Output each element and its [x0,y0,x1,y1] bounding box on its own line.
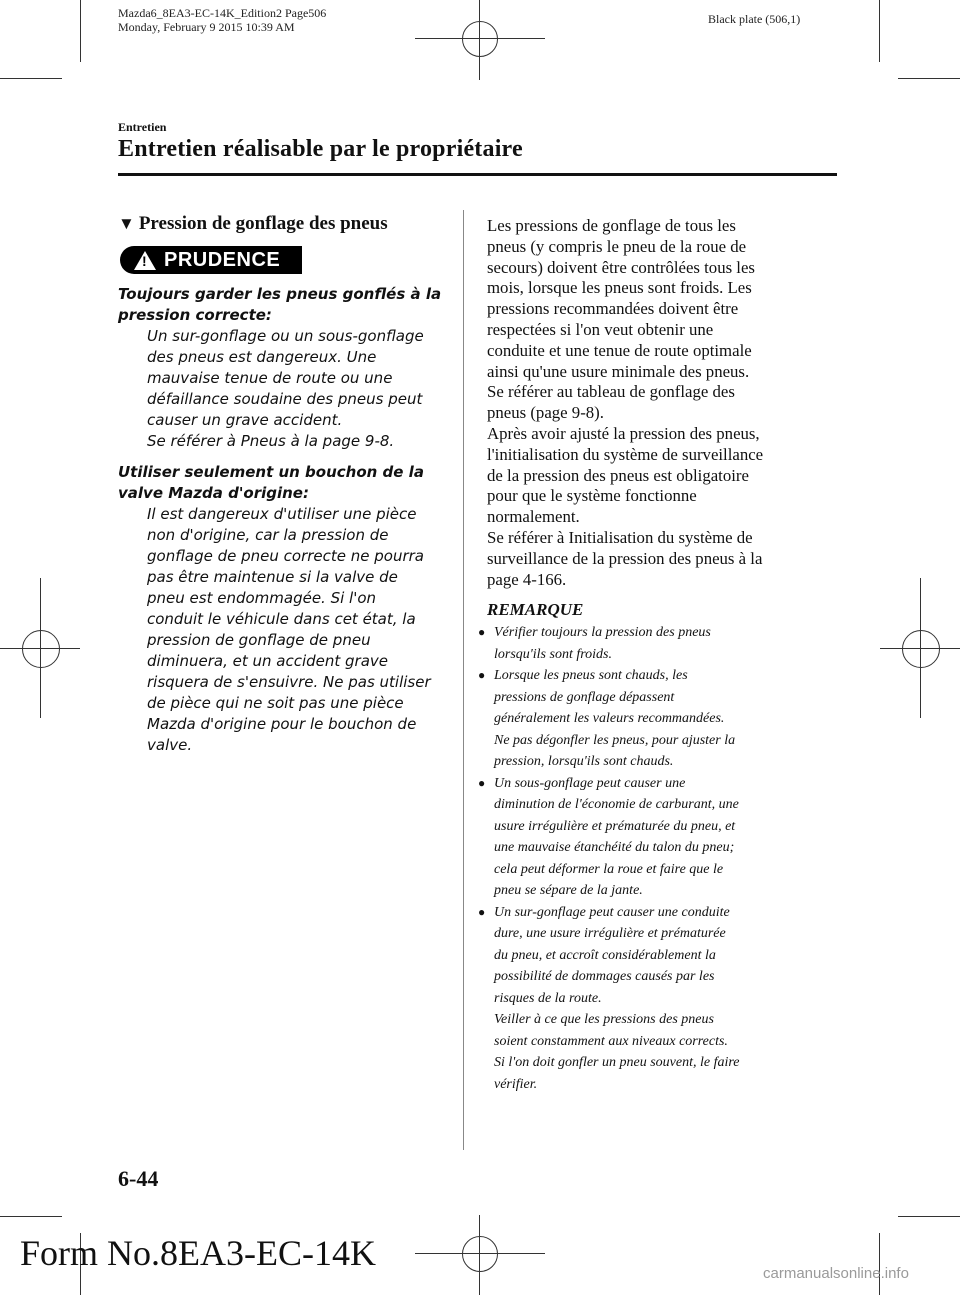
page-number: 6-44 [118,1166,159,1191]
text-line: défaillance soudaine des pneus peut [147,390,423,408]
warning-icon [134,251,156,270]
bullet-icon: ● [478,668,486,683]
left-column [118,212,454,766]
bullet-icon: ● [478,904,486,919]
registration-mark [880,578,960,718]
text-line: vérifier. [494,1076,538,1092]
text-line: valve. [147,736,193,754]
text-line: cela peut déformer la roue et faire que le [494,861,724,877]
text-line: Se référer au tableau de gonflage des [487,382,735,402]
text-line: conduite et une tenue de route optimale [487,340,752,360]
crop-mark [0,1216,62,1217]
note-list [478,622,807,1095]
text-line: soient constamment aux niveaux corrects. [494,1033,728,1049]
text-line: lorsqu'ils sont froids. [494,646,613,662]
text-line: du pneu, et accroît considérablement la [494,947,716,963]
text-line: l'initialisation du système de surveillance [487,444,764,464]
section-title-text: Pression de gonflage des pneus [138,213,388,234]
text-line: Lorsque les pneus sont chauds, les [494,668,688,684]
text-line: pression de gonflage de pneu [147,631,371,649]
text-line: gonflage de pneu correcte ne pourra [147,547,425,565]
text-line: généralement les valeurs recommandées. [494,711,725,727]
text-line: Veiller à ce que les pressions des pneus [494,1012,714,1028]
text-line: Mazda d'origine pour le bouchon de [147,715,417,733]
print-date-line: Monday, February 9 2015 10:39 AM [118,20,295,34]
print-job-info [118,6,326,34]
caution-block [118,462,454,756]
text-line: pression correcte: [118,306,272,324]
caution-body [118,504,454,756]
text-line: normalement. [487,507,580,527]
crop-mark [898,78,960,79]
text-line: non d'origine, car la pression de [147,526,389,544]
caution-text [118,284,454,756]
text-line: des pneus est dangereux. Une [147,348,377,366]
text-line: pression, lorsqu'ils sont chauds. [494,754,674,770]
text-line: risquera de s'ensuivre. Ne pas utiliser [147,673,431,691]
text-line: de la pression des pneus est obligatoire [487,465,749,485]
registration-mark [415,0,545,80]
text-line: Se référer à Initialisation du système de [487,527,753,547]
text-line: de pièce qui ne soit pas une pièce [147,694,404,712]
text-line: Un sur-gonflage peut causer une conduite [494,904,730,920]
text-line: Se référer à Pneus à la page 9-8. [147,432,395,450]
crop-mark [898,1216,960,1217]
text-line: possibilité de dommages causés par les [494,969,715,985]
registration-mark [415,1215,545,1295]
text-line: respectées si l'on veut obtenir une [487,319,714,339]
text-line: une mauvaise étanchéité du talon du pneu; [494,840,735,856]
note-title: REMARQUE [487,600,584,620]
caution-title [118,462,454,504]
watermark-text: carmanualsonline.info [763,1265,909,1282]
print-job-line: Mazda6_8EA3-EC-14K_Edition2 Page506 [118,6,327,20]
crop-mark [0,78,62,79]
list-item [478,773,807,902]
text-line: pneus (y compris le pneu de la roue de [487,236,747,256]
list-item [478,902,807,1096]
text-line: Utiliser seulement un bouchon de la [118,463,424,481]
text-line: diminuera, et un accident grave [147,652,389,670]
crop-mark [879,1233,880,1295]
text-line: pas être maintenue si la valve de [147,568,398,586]
text-line: mois, lorsque les pneus sont froids. Les [487,278,752,298]
text-line: mauvaise tenue de route ou une [147,369,393,387]
caution-badge [120,246,302,274]
crop-mark [80,0,81,62]
text-line: page 4-166. [487,569,567,589]
text-line: Ne pas dégonfler les pneus, pour ajuster la [494,732,736,748]
form-number: Form No.8EA3-EC-14K [20,1233,376,1273]
text-line: valve Mazda d'origine: [118,484,309,502]
text-line: pressions de gonflage dépassent [494,689,675,705]
text-line: Après avoir ajusté la pression des pneus, [487,423,760,443]
text-line: diminution de l'économie de carburant, une [494,797,739,813]
bullet-icon: ● [478,775,486,790]
caution-body [118,326,454,452]
text-line: Si l'on doit gonfler un pneu souvent, le faire [494,1055,740,1071]
text-line: surveillance de la pression des pneus à la [487,548,763,568]
text-line: causer un grave accident. [147,411,343,429]
text-line: usure irrégulière et prématurée du pneu, et [494,818,736,834]
text-line: pressions recommandées doivent être [487,299,739,319]
page-title: Entretien réalisable par le propriétaire [118,136,523,162]
text-line: secours) doivent être contrôlées tous les [487,257,755,277]
text-line: Vérifier toujours la pression des pneus [494,625,711,641]
text-line: pneu est endommagée. Si l'on [147,589,377,607]
section-title [118,212,454,236]
heading-rule [118,173,837,176]
text-line: pour que le système fonctionne [487,486,697,506]
body-paragraph [487,216,807,590]
plate-label: Black plate (506,1) [708,12,801,26]
caution-block [118,284,454,452]
registration-mark [0,578,80,718]
crop-mark [879,0,880,62]
text-line: conduit le véhicule dans cet état, la [147,610,416,628]
text-line: pneu se sépare de la jante. [494,883,643,899]
text-line: Les pressions de gonflage de tous les [487,216,736,235]
list-item [478,665,807,773]
text-line: Un sous-gonflage peut causer une [494,775,686,791]
section-label: Entretien [118,120,167,134]
text-line: ainsi qu'une usure minimale des pneus. [487,361,750,381]
caution-badge-label: PRUDENCE [164,248,281,271]
text-line: Toujours garder les pneus gonflés à la [118,285,442,303]
column-divider [463,210,464,1150]
text-line: risques de la route. [494,990,602,1006]
caution-title [118,284,454,326]
text-line: Un sur-gonflage ou un sous-gonflage [147,327,424,345]
right-column [478,216,807,1095]
text-line: pneus (page 9-8). [487,403,604,423]
bullet-icon: ● [478,625,486,640]
text-line: Il est dangereux d'utiliser une pièce [147,505,417,523]
triangle-down-icon: ▼ [118,214,135,233]
list-item [478,622,807,665]
text-line: dure, une usure irrégulière et prématurée [494,926,726,942]
